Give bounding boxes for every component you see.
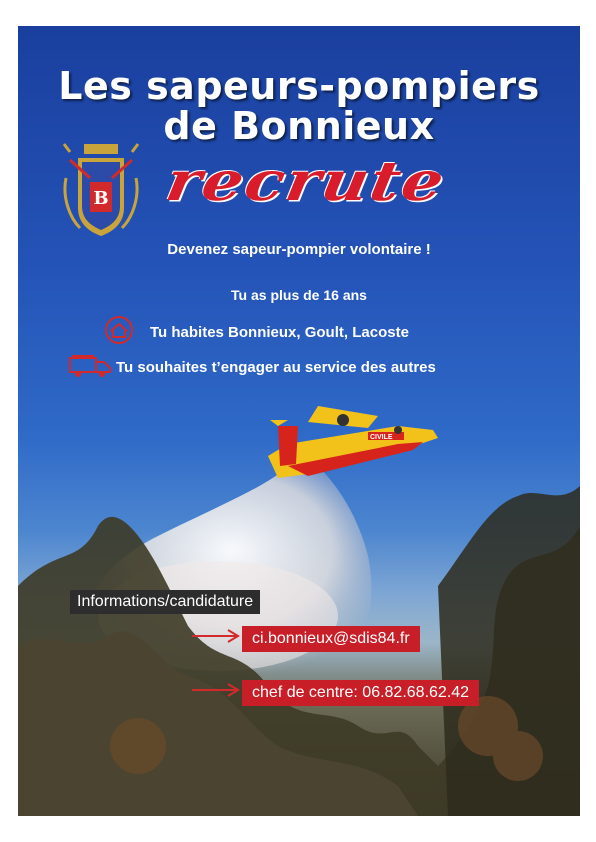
tagline: Devenez sapeur-pompier volontaire ! [167, 241, 431, 258]
poster-title-line1: Les sapeurs-pompiers [58, 64, 540, 108]
recruit-headline: recrute [161, 149, 451, 214]
arrow-right-icon [190, 628, 242, 644]
condition-age: Tu as plus de 16 ans [231, 287, 367, 303]
condition-location: Tu habites Bonnieux, Goult, Lacoste [150, 324, 409, 341]
poster-title-line2: de Bonnieux [163, 104, 435, 148]
house-icon [104, 316, 134, 344]
phone-contact[interactable]: chef de centre: 06.82.68.62.42 [242, 680, 479, 706]
fire-truck-icon [68, 352, 112, 378]
condition-commitment: Tu souhaites t’engager au service des autres [116, 359, 436, 376]
arrow-right-icon [190, 682, 242, 698]
plane-marking: CIVILE [370, 434, 393, 441]
crest-emblem [60, 138, 142, 240]
email-contact[interactable]: ci.bonnieux@sdis84.fr [242, 626, 420, 652]
recruitment-poster [18, 26, 580, 816]
info-label: Informations/candidature [70, 590, 260, 614]
crest-letter: B [93, 188, 109, 209]
